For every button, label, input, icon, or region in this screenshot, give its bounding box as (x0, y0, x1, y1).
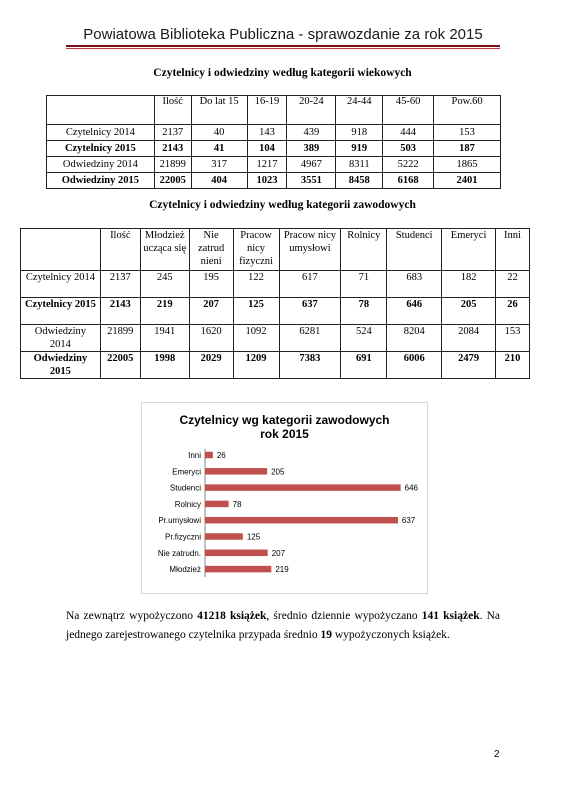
data-label: 205 (271, 467, 285, 477)
table-cell: 1023 (247, 173, 287, 189)
table-cell: 1092 (233, 325, 279, 352)
table-cell: 6168 (383, 173, 434, 189)
table-cell: 207 (189, 298, 233, 325)
table-header-cell: Emeryci (442, 229, 496, 271)
table-cell: 122 (233, 271, 279, 298)
table-header-cell: 16-19 (247, 96, 287, 125)
table-cell: 182 (442, 271, 496, 298)
summary-paragraph (66, 607, 500, 645)
page-header-title: Powiatowa Biblioteka Publiczna - sprawozdanie za rok 2015 (83, 26, 483, 43)
table-cell: 1865 (434, 157, 501, 173)
table-cell: 41 (191, 141, 247, 157)
table-header-row (47, 96, 501, 125)
table-cell: 524 (341, 325, 387, 352)
chart-bar (205, 533, 243, 540)
table-header-cell: Nie zatrud nieni (189, 229, 233, 271)
table-cell: 21899 (154, 157, 191, 173)
table-cell: 7383 (279, 352, 341, 379)
row-label: Odwiedziny 2014 (21, 325, 101, 352)
table-cell: 143 (247, 125, 287, 141)
row-label: Odwiedziny 2014 (47, 157, 155, 173)
table-cell: 646 (387, 298, 442, 325)
table1-title: Czytelnicy i odwiedziny według kategorii wiekowych (153, 67, 412, 79)
table-header-cell: Studenci (387, 229, 442, 271)
occupation-bar-chart (141, 402, 428, 594)
table-header-cell: Ilość (154, 96, 191, 125)
table-cell: 2143 (154, 141, 191, 157)
data-label: 219 (275, 565, 289, 575)
paragraph-bold: 41218 książek (197, 610, 267, 622)
table-cell: 404 (191, 173, 247, 189)
table-header-cell: Ilość (100, 229, 140, 271)
table-cell: 5222 (383, 157, 434, 173)
row-label: Odwiedziny 2015 (47, 173, 155, 189)
occupation-category-table (20, 228, 530, 379)
table-cell: 2137 (100, 271, 140, 298)
paragraph-text: , średnio dziennie wypożyczano (266, 610, 422, 622)
table-row (47, 157, 501, 173)
table-header-cell: 20-24 (287, 96, 336, 125)
chart-bar (205, 517, 398, 524)
table-cell: 637 (279, 298, 341, 325)
table-cell: 104 (247, 141, 287, 157)
table-cell: 617 (279, 271, 341, 298)
chart-bar (205, 452, 213, 459)
table-cell: 22005 (154, 173, 191, 189)
chart-title-line: rok 2015 (260, 427, 309, 441)
table-cell: 439 (287, 125, 336, 141)
table-row (21, 352, 530, 379)
chart-bar (205, 566, 271, 573)
table-cell: 8311 (336, 157, 383, 173)
table-header-cell: Młodzież ucząca się (140, 229, 189, 271)
table-cell: 8458 (336, 173, 383, 189)
table-cell: 40 (191, 125, 247, 141)
table-cell: 219 (140, 298, 189, 325)
table-cell: 919 (336, 141, 383, 157)
table-row (47, 141, 501, 157)
data-label: 207 (271, 548, 286, 558)
table-header-cell: 45-60 (383, 96, 434, 125)
category-label: Młodzież (169, 565, 201, 575)
table-row (47, 173, 501, 189)
table-cell: 389 (287, 141, 336, 157)
table-cell: 2401 (434, 173, 501, 189)
header-rule (66, 45, 500, 47)
table-cell: 1941 (140, 325, 189, 352)
table-cell: 2479 (442, 352, 496, 379)
table-cell: 21899 (100, 325, 140, 352)
table-cell: 691 (341, 352, 387, 379)
category-label: Inni (188, 451, 201, 460)
category-label: Pr.umysłowi (158, 516, 201, 526)
age-category-table (46, 95, 501, 189)
paragraph-text: Na zewnątrz wypożyczono (66, 610, 198, 622)
table-header-cell: Do lat 15 (191, 96, 247, 125)
table-row (21, 271, 530, 298)
category-label: Emeryci (172, 467, 201, 477)
table-header-cell: 24-44 (336, 96, 383, 125)
table-cell: 195 (189, 271, 233, 298)
table-cell: 2137 (154, 125, 191, 141)
row-label: Czytelnicy 2014 (47, 125, 155, 141)
paragraph-text: . Na jednego zarejestrowanego czytelnika przypada średnio (66, 610, 500, 641)
table-cell: 210 (496, 352, 530, 379)
data-label: 78 (232, 499, 242, 509)
table-cell: 503 (383, 141, 434, 157)
row-label: Czytelnicy 2015 (21, 298, 101, 325)
chart-title-line: Czytelnicy wg kategorii zawodowych (179, 413, 390, 427)
table-cell: 153 (434, 125, 501, 141)
table-cell: 205 (442, 298, 496, 325)
table-row (47, 125, 501, 141)
table-cell: 6006 (387, 352, 442, 379)
table-cell: 683 (387, 271, 442, 298)
table-cell: 1209 (233, 352, 279, 379)
row-label: Czytelnicy 2015 (47, 141, 155, 157)
table-header-cell: Rolnicy (341, 229, 387, 271)
table-header-cell (47, 96, 155, 125)
table-cell: 1620 (189, 325, 233, 352)
paragraph-bold: 141 książek (421, 610, 480, 622)
table-cell: 8204 (387, 325, 442, 352)
chart-bar (205, 468, 267, 475)
table-row (21, 325, 530, 352)
table-cell: 26 (496, 298, 530, 325)
paragraph-bold: 19 (320, 629, 332, 641)
category-label: Nie zatrudn. (157, 548, 201, 558)
data-label: 125 (246, 532, 261, 542)
table2-title: Czytelnicy i odwiedziny według kategorii zawodowych (149, 199, 416, 211)
table-header-cell: Pracow nicy fizyczni (233, 229, 279, 271)
row-label: Czytelnicy 2014 (21, 271, 101, 298)
table-cell: 245 (140, 271, 189, 298)
table-cell: 187 (434, 141, 501, 157)
table-header-row (21, 229, 530, 271)
table-cell: 1217 (247, 157, 287, 173)
category-label: Pr.fizyczni (164, 532, 201, 542)
table-header-cell: Pracow nicy umysłowi (279, 229, 341, 271)
table-cell: 444 (383, 125, 434, 141)
table-header-cell: Inni (496, 229, 530, 271)
data-label: 26 (216, 451, 226, 460)
table-header-cell (21, 229, 101, 271)
table-cell: 6281 (279, 325, 341, 352)
table-cell: 4967 (287, 157, 336, 173)
page-number: 2 (494, 749, 500, 760)
table-cell: 2084 (442, 325, 496, 352)
chart-bar (205, 484, 401, 491)
chart-bar (205, 501, 229, 508)
data-label: 646 (404, 483, 419, 493)
table-cell: 918 (336, 125, 383, 141)
category-label: Rolnicy (174, 499, 201, 509)
paragraph-text: wypożyczonych książek. (331, 629, 450, 641)
table-cell: 2143 (100, 298, 140, 325)
table-cell: 153 (496, 325, 530, 352)
chart-plot (142, 403, 427, 593)
table-cell: 125 (233, 298, 279, 325)
table-cell: 78 (341, 298, 387, 325)
header-rule-thin (66, 48, 500, 49)
table-cell: 71 (341, 271, 387, 298)
row-label: Odwiedziny 2015 (21, 352, 101, 379)
table-cell: 3551 (287, 173, 336, 189)
table-cell: 317 (191, 157, 247, 173)
chart-bar (205, 550, 268, 557)
table-cell: 22005 (100, 352, 140, 379)
table-cell: 22 (496, 271, 530, 298)
table-row (21, 298, 530, 325)
table-cell: 1998 (140, 352, 189, 379)
data-label: 637 (401, 516, 416, 526)
category-label: Studenci (169, 483, 201, 493)
table-header-cell: Pow.60 (434, 96, 501, 125)
table-cell: 2029 (189, 352, 233, 379)
